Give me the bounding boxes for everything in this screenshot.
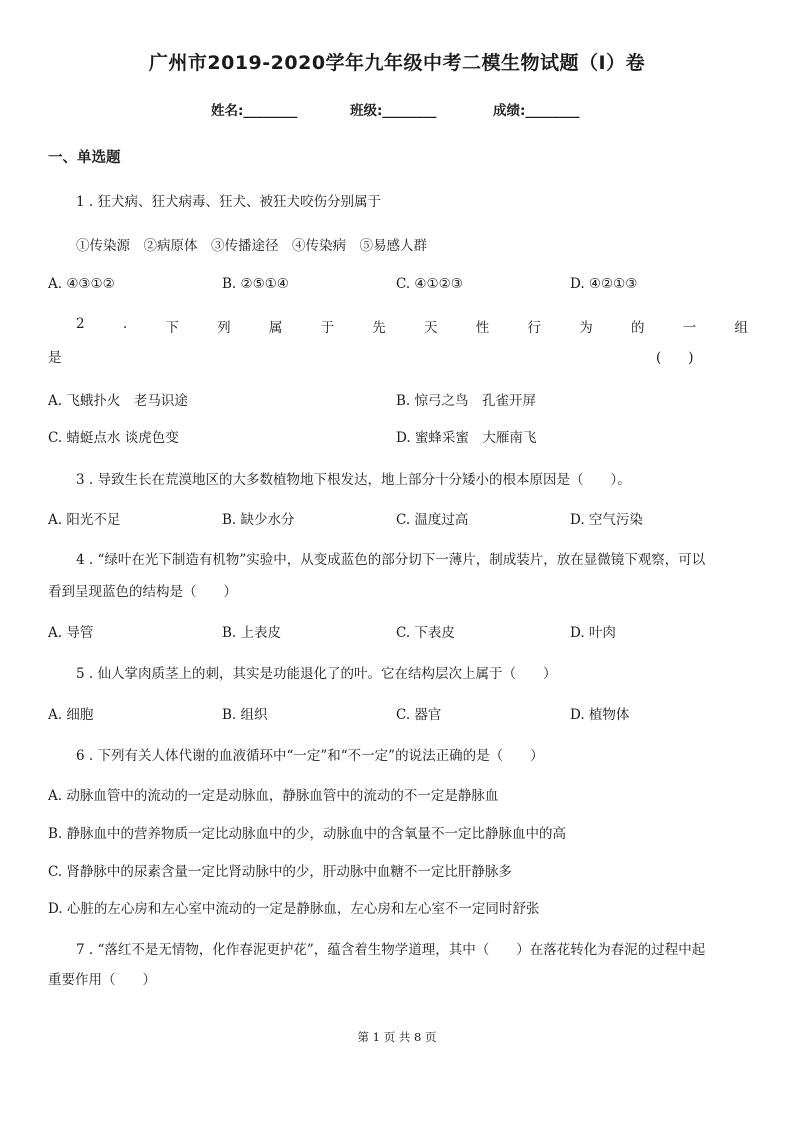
question-4-option-b[interactable]: B. 上表皮 — [222, 625, 282, 641]
section-title: 一、单选题 — [48, 150, 121, 166]
question-2-stem — [76, 316, 748, 336]
question-3-option-d[interactable]: D. 空气污染 — [570, 512, 643, 528]
question-2-option-d[interactable]: D. 蜜蜂采蜜 大雁南飞 — [396, 430, 537, 446]
question-2-word: 先 — [372, 320, 386, 336]
question-5-option-d[interactable]: D. 植物体 — [570, 707, 630, 723]
question-2-stem-end: 是 — [48, 350, 62, 366]
question-2-option-b[interactable]: B. 惊弓之鸟 孔雀开屏 — [396, 393, 537, 409]
question-6-option-c[interactable]: C. 肾静脉中的尿素含量一定比肾动脉中的少，肝动脉中血糖不一定比肝静脉多 — [48, 864, 512, 880]
question-2-word: 下 — [165, 320, 179, 336]
question-2-word: 属 — [268, 320, 283, 336]
question-5-option-a[interactable]: A. 细胞 — [48, 707, 94, 723]
question-2-word: 天 — [424, 320, 438, 336]
question-3-option-c[interactable]: C. 温度过高 — [396, 512, 469, 528]
score-field-label: 成绩:________ — [493, 103, 580, 119]
question-2-word: 一 — [682, 320, 697, 336]
question-4-stem-continued: 看到呈现蓝色的结构是（ ） — [48, 584, 237, 600]
question-2-word: 的 — [630, 320, 645, 336]
question-5-stem: 5 . 仙人掌肉质茎上的刺，其实是功能退化了的叶。它在结构层次上属于（ ） — [76, 666, 557, 682]
question-6-stem: 6 . 下列有关人体代谢的血液循环中“一定”和“不一定”的说法正确的是（ ） — [76, 748, 544, 764]
question-2-word: 行 — [527, 320, 541, 336]
question-2-word: 列 — [217, 320, 231, 336]
question-7-stem-continued: 重要作用（ ） — [48, 972, 156, 988]
question-5-option-c[interactable]: C. 器官 — [396, 707, 442, 723]
question-1-option-b[interactable]: B. ②⑤①④ — [222, 276, 289, 292]
question-4-option-d[interactable]: D. 叶肉 — [570, 625, 616, 641]
question-2-word: . — [122, 316, 128, 332]
question-2-option-a[interactable]: A. 飞蛾扑火 老马识途 — [48, 393, 188, 409]
question-2-word: 于 — [320, 320, 335, 336]
page-footer: 第 1 页 共 8 页 — [357, 1030, 437, 1044]
question-1-items: ①传染源 ②病原体 ③传播途径 ④传染病 ⑤易感人群 — [76, 238, 427, 254]
question-3-option-b[interactable]: B. 缺少水分 — [222, 512, 295, 528]
name-field-label: 姓名:________ — [211, 103, 298, 119]
question-3-stem: 3 . 导致生长在荒漠地区的大多数植物地下根发达，地上部分十分矮小的根本原因是（ ）。 — [76, 472, 631, 488]
question-2-option-c[interactable]: C. 蜻蜓点水 谈虎色变 — [48, 430, 179, 446]
question-6-option-a[interactable]: A. 动脉血管中的流动的一定是动脉血，静脉血管中的流动的不一定是静脉血 — [48, 788, 499, 804]
question-1-option-d[interactable]: D. ④②①③ — [570, 276, 638, 292]
question-2-word: 组 — [734, 320, 748, 336]
question-6-option-b[interactable]: B. 静脉血中的营养物质一定比动脉血中的少，动脉血中的含氧量不一定比静脉血中的高 — [48, 826, 567, 842]
question-2-word: 2 — [76, 316, 85, 332]
question-4-option-a[interactable]: A. 导管 — [48, 625, 94, 641]
question-7-stem: 7 . “落红不是无情物，化作春泥更护花”，蕴含着生物学道理，其中（ ）在落花转化为春泥的过程中起 — [76, 942, 706, 958]
page-title: 广州市2019-2020学年九年级中考二模生物试题（I）卷 — [148, 52, 646, 74]
question-1-stem: 1 . 狂犬病、狂犬病毒、狂犬、被狂犬咬伤分别属于 — [76, 194, 381, 210]
question-6-option-d[interactable]: D. 心脏的左心房和左心室中流动的一定是静脉血，左心房和左心室不一定同时舒张 — [48, 901, 540, 917]
class-field-label: 班级:________ — [350, 103, 437, 119]
question-1-option-a[interactable]: A. ④③①② — [48, 276, 115, 292]
question-1-option-c[interactable]: C. ④①②③ — [396, 276, 463, 292]
question-2-answer-paren: ( ) — [656, 350, 694, 366]
question-2-word: 为 — [579, 320, 593, 336]
question-2-word: 性 — [475, 320, 490, 336]
question-4-stem: 4 . “绿叶在光下制造有机物”实验中，从变成蓝色的部分切下一薄片，制成装片，放在显微镜下观察，可以 — [76, 552, 706, 568]
question-3-option-a[interactable]: A. 阳光不足 — [48, 512, 121, 528]
question-4-option-c[interactable]: C. 下表皮 — [396, 625, 455, 641]
question-5-option-b[interactable]: B. 组织 — [222, 707, 268, 723]
